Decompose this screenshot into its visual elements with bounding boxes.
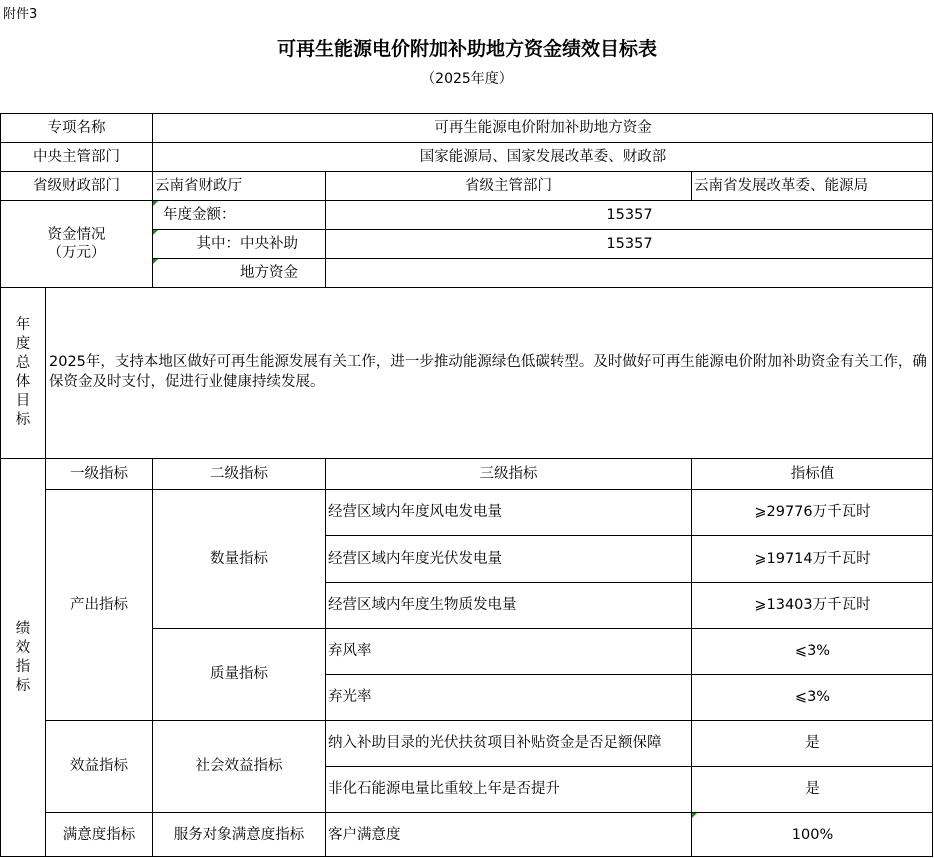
benefit-indicator: 效益指标 bbox=[45, 720, 152, 812]
table-bottom-border bbox=[0, 856, 933, 857]
kpi-row-value: ⩾19714万千瓦时 bbox=[691, 535, 933, 582]
central-subsidy-label: 其中：中央补助 bbox=[152, 229, 325, 258]
local-funds-label: 地方资金 bbox=[152, 258, 325, 287]
local-funds-value bbox=[325, 258, 933, 287]
annual-amount-value: 15357 bbox=[325, 200, 933, 229]
kpi-label: 绩效指标 bbox=[0, 458, 45, 857]
kpi-row-value: ⩾13403万千瓦时 bbox=[691, 582, 933, 628]
quantity-indicator: 数量指标 bbox=[152, 489, 325, 628]
prov-dept-label: 省级主管部门 bbox=[325, 171, 691, 200]
kpi-row-name: 经营区域内年度光伏发电量 bbox=[325, 535, 691, 582]
output-indicator: 产出指标 bbox=[45, 489, 152, 720]
cell-marker-icon bbox=[153, 201, 158, 206]
kpi-row-name: 经营区域内年度风电发电量 bbox=[325, 489, 691, 535]
col-level1-header: 一级指标 bbox=[45, 458, 152, 489]
page-subtitle: （2025年度） bbox=[421, 71, 513, 87]
col-level3-header: 三级指标 bbox=[325, 458, 691, 489]
funds-label: 资金情况 （万元） bbox=[0, 200, 152, 287]
satisfaction-indicator: 满意度指标 bbox=[45, 812, 152, 857]
kpi-row-value: ⩽3% bbox=[691, 628, 933, 674]
cell-marker-icon bbox=[153, 259, 158, 264]
kpi-row-name: 非化石能源电量比重较上年是否提升 bbox=[325, 766, 691, 812]
prov-dept-value: 云南省发展改革委、能源局 bbox=[691, 171, 933, 200]
kpi-row-value: 100% bbox=[691, 812, 933, 857]
kpi-row-name: 经营区域内年度生物质发电量 bbox=[325, 582, 691, 628]
kpi-row-name: 弃光率 bbox=[325, 674, 691, 720]
central-dept-label: 中央主管部门 bbox=[0, 142, 152, 171]
project-name-label: 专项名称 bbox=[0, 113, 152, 142]
kpi-row-value: 是 bbox=[691, 720, 933, 766]
col-level2-header: 二级指标 bbox=[152, 458, 325, 489]
kpi-row-value: ⩾29776万千瓦时 bbox=[691, 489, 933, 535]
attachment-label: 附件3 bbox=[3, 7, 38, 22]
service-satisfaction-indicator: 服务对象满意度指标 bbox=[152, 812, 325, 857]
kpi-row-value: ⩽3% bbox=[691, 674, 933, 720]
kpi-row-name: 纳入补助目录的光伏扶贫项目补贴资金是否足额保障 bbox=[325, 720, 691, 766]
central-subsidy-value: 15357 bbox=[325, 229, 933, 258]
quality-indicator: 质量指标 bbox=[152, 628, 325, 720]
page-title: 可再生能源电价附加补助地方资金绩效目标表 bbox=[276, 38, 657, 60]
cell-marker-icon bbox=[153, 230, 158, 235]
central-dept-value: 国家能源局、国家发展改革委、财政部 bbox=[152, 142, 933, 171]
annual-goal-text: 2025年，支持本地区做好可再生能源发展有关工作，进一步推动能源绿色低碳转型。及时做好可再生能源电价附加补助资金有关工作，确保资金及时支付，促进行业健康持续发展。 bbox=[45, 287, 933, 458]
kpi-row-name: 客户满意度 bbox=[325, 812, 691, 857]
prov-finance-label: 省级财政部门 bbox=[0, 171, 152, 200]
cell-marker-icon bbox=[692, 813, 697, 818]
prov-finance-value: 云南省财政厅 bbox=[152, 171, 325, 200]
social-benefit-indicator: 社会效益指标 bbox=[152, 720, 325, 812]
kpi-row-value: 是 bbox=[691, 766, 933, 812]
project-name-value: 可再生能源电价附加补助地方资金 bbox=[152, 113, 933, 142]
col-value-header: 指标值 bbox=[691, 458, 933, 489]
annual-goal-label: 年度总体目标 bbox=[0, 287, 45, 458]
kpi-row-name: 弃风率 bbox=[325, 628, 691, 674]
table-right-border bbox=[932, 113, 933, 857]
annual-amount-label: 年度金额： bbox=[152, 200, 325, 229]
